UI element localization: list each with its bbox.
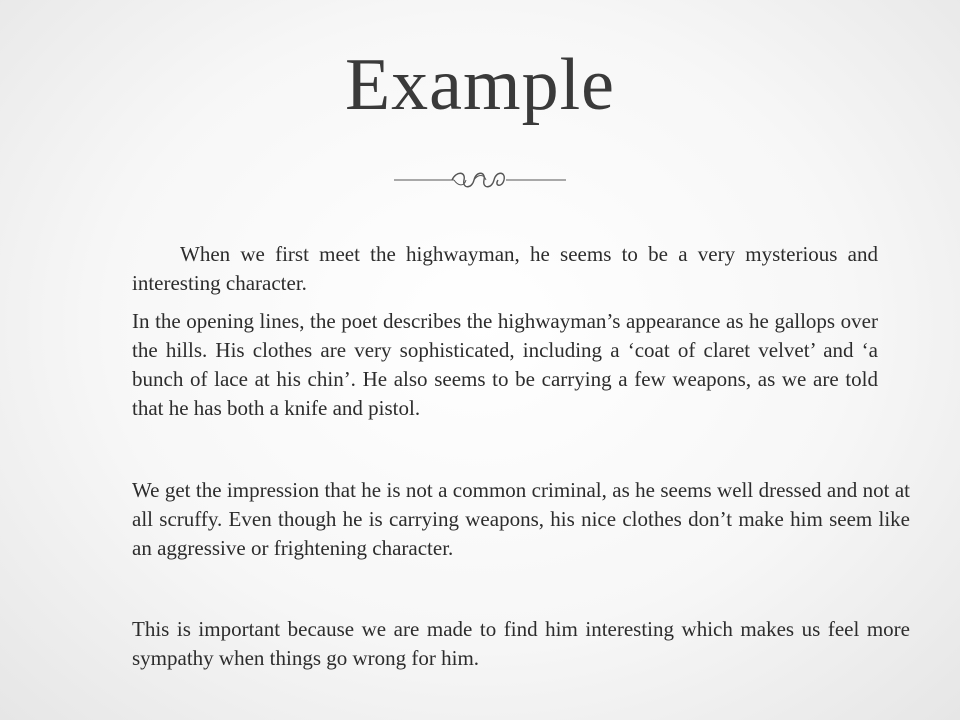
paragraph-intro: When we first meet the highwayman, he seems to be a very mysterious and interesting character. [132, 242, 878, 295]
flourish-divider-icon [394, 166, 566, 194]
slide-title: Example [344, 44, 615, 126]
paragraph-impression: We get the impression that he is not a common criminal, as he seems well dressed and not at all scruffy. Even though he is carrying weapons, his nice clothes don’t make him seem like an aggressive or frightening character. [132, 478, 910, 560]
paragraph-appearance: In the opening lines, the poet describes the highwayman’s appearance as he gallops over the hills. His clothes are very sophisticated, including a ‘coat of claret velvet’ and ‘a bunch of lace at his chin’. He also seems to be carrying a few weapons, as we are told that he has both a knife and pistol. [132, 309, 878, 420]
paragraph-importance: This is important because we are made to find him interesting which makes us feel more sympathy when things go wrong for him. [132, 617, 910, 670]
